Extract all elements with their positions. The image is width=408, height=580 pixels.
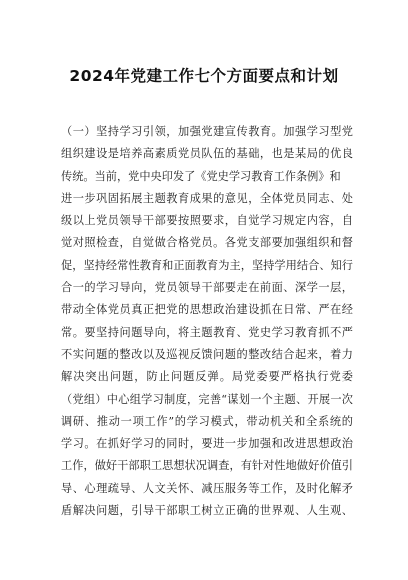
- document-title: 2024年党建工作七个方面要点和计划: [69, 67, 339, 85]
- body-line: 盾解决问题，引导干部职工树立正确的世界观、人生观、: [61, 504, 353, 518]
- body-line: （一）坚持学习引领，加强党建宣传教育。加强学习型党: [61, 125, 353, 138]
- body-line: 解决突出问题，防止问题反弹。局党委要严格执行党委: [61, 370, 353, 384]
- body-line: 级以上党员领导干部要按照要求，自觉学习规定内容，自: [61, 214, 353, 228]
- body-line: 组织建设是培养高素质党员队伍的基础，也是某局的优良: [61, 147, 353, 161]
- body-line: 带动全体党员真正把党的思想政治建设抓在日常、严在经: [61, 303, 353, 317]
- body-line: 常。要坚持问题导向，将主题教育、党史学习教育抓不严: [61, 325, 353, 339]
- document-body: [61, 121, 353, 522]
- body-line: 促，坚持经常性教育和正面教育为主，坚持学用结合、知行: [61, 258, 353, 272]
- body-line: 调研、推动一项工作”的学习模式，带动机关和全系统的: [61, 414, 353, 428]
- body-line: 进一步巩固拓展主题教育成果的意见，全体党员同志、处: [61, 191, 353, 205]
- body-line: 传统。当前，党中央印发了《党史学习教育工作条例》和: [61, 169, 341, 183]
- body-line: 学习。在抓好学习的同时，要进一步加强和改进思想政治: [61, 437, 353, 451]
- body-line: 合一的学习导向，党员领导干部要走在前面、深学一层，: [61, 281, 353, 295]
- body-line: （党组）中心组学习制度，完善“谋划一个主题、开展一次: [61, 392, 353, 406]
- body-line: 觉对照检查，自觉做合格党员。各党支部要加强组织和督: [61, 236, 353, 250]
- body-line: 不实问题的整改以及巡视反馈问题的整改结合起来，着力: [61, 347, 353, 361]
- body-line: 导、心理疏导、人文关怀、减压服务等工作，及时化解矛: [61, 481, 353, 495]
- body-line: 工作，做好干部职工思想状况调查，有针对性地做好价值引: [61, 459, 353, 473]
